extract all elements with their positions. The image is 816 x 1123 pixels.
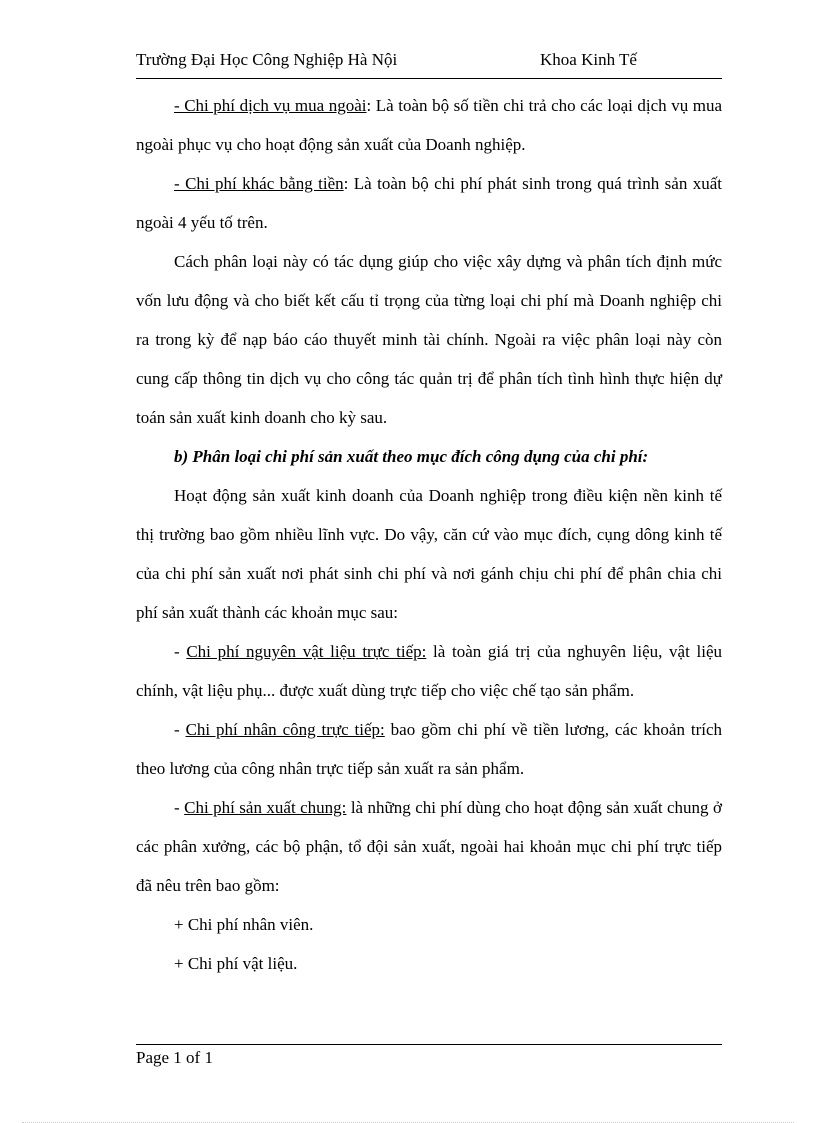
prefix-direct-materials: - — [174, 642, 187, 661]
text-direct-materials: là toàn giá trị của nghuyên liệu, vật liệu chính, vật liệu phụ... được xuất dùng trực tiếp cho việc chế tạo sản phẩm. — [136, 642, 722, 700]
page-header — [136, 48, 722, 79]
faculty-name: Khoa Kinh Tế — [540, 50, 637, 69]
term-outsourced-services: - Chi phí dịch vụ mua ngoài — [174, 96, 367, 115]
text-other-cash-costs: : Là toàn bộ chi phí phát sinh trong quá trình sản xuất ngoài 4 yếu tố trên. — [136, 174, 722, 232]
page-footer — [136, 1044, 722, 1068]
text-direct-labor: bao gồm chi phí về tiền lương, các khoản trích theo lương của công nhân trực tiếp sản xuất ra sản phẩm. — [136, 720, 722, 778]
paragraph-outsourced-services — [136, 86, 722, 164]
paragraph-business-activities: Hoạt động sản xuất kinh doanh của Doanh nghiệp trong điều kiện nền kinh tế thị trường bao gồm nhiều lĩnh vực. Do vậy, căn cứ vào mục đích, cụng dông kinh tế của chi phí sản xuất nơi phát sinh chi phí và nơi gánh chịu chi phí để phân chia chi phí sản xuất thành các khoản mục sau: — [136, 486, 722, 622]
term-overhead: Chi phí sản xuất chung: — [184, 798, 347, 817]
paragraph-direct-materials — [136, 632, 722, 710]
bullet-material-costs: + Chi phí vật liệu. — [174, 954, 298, 973]
prefix-direct-labor: - — [174, 720, 186, 739]
section-heading-b: b) Phân loại chi phí sản xuất theo mục đích công dụng của chi phí: — [174, 447, 649, 466]
paragraph-other-cash-costs — [136, 164, 722, 242]
paragraph-classification-purpose: Cách phân loại này có tác dụng giúp cho việc xây dựng và phân tích định mức vốn lưu động và cho biết kết cấu tỉ trọng của từng loại chi phí mà Doanh nghiệp chi ra trong kỳ để nạp báo cáo thuyết minh tài chính. Ngoài ra việc phân loại này còn cung cấp thông tin dịch vụ cho công tác quản trị để phân tích tình hình thực hiện dự toán sản xuất kinh doanh cho kỳ sau. — [136, 252, 722, 427]
term-direct-materials: Chi phí nguyên vật liệu trực tiếp: — [186, 642, 427, 661]
term-direct-labor: Chi phí nhân công trực tiếp: — [185, 720, 385, 739]
paragraph-overhead — [136, 788, 722, 905]
school-name: Trường Đại Học Công Nghiệp Hà Nội — [136, 50, 398, 69]
text-outsourced-services: : Là toàn bộ số tiền chi trả cho các loại dịch vụ mua ngoài phục vụ cho hoạt động sản xuất của Doanh nghiệp. — [136, 96, 722, 154]
document-body — [136, 86, 722, 983]
bullet-staff-costs: + Chi phí nhân viên. — [174, 915, 314, 934]
page-number: Page 1 of 1 — [136, 1048, 213, 1067]
text-overhead: là những chi phí dùng cho hoạt động sản xuất chung ở các phân xưởng, các bộ phận, tổ đội sản xuất, ngoài hai khoản mục chi phí trực tiếp đã nêu trên bao gồm: — [136, 798, 722, 895]
paragraph-direct-labor — [136, 710, 722, 788]
prefix-overhead: - — [174, 798, 185, 817]
term-other-cash-costs: - Chi phí khác bằng tiền — [174, 174, 344, 193]
